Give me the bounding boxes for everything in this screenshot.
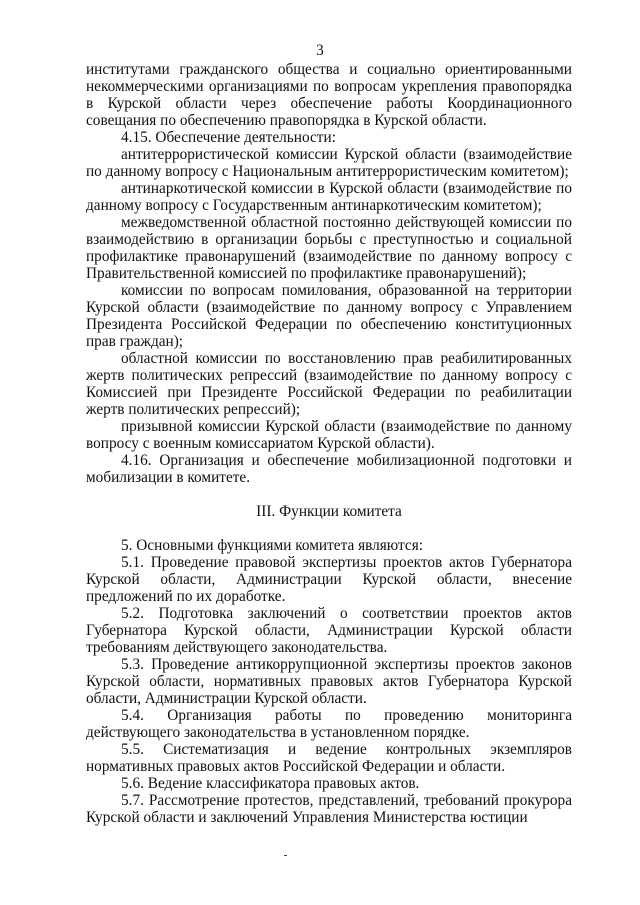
function-5-2: 5.2. Подготовка заключений о соответствии проектов актов Губернатора Курской области, Администрации Курской области требованиям действующего законодательства. [86, 605, 572, 656]
function-5-7: 5.7. Рассмотрение протестов, представлений, требований прокурора Курской области и заключений Управления Министерства юстиции [86, 792, 572, 826]
paragraph-rehabilitation-commission: областной комиссии по восстановлению прав реабилитированных жертв политических репрессий (взаимодействие по данному вопросу с Комиссией при Президенте Российской Федерации по реабилитации жертв политических репрессий); [86, 350, 572, 418]
function-5-1: 5.1. Проведение правовой экспертизы проектов актов Губернатора Курской области, Администрации Курской области, внесение предложений по их доработке. [86, 554, 572, 605]
paragraph-pardon-commission: комиссии по вопросам помилования, образованной на территории Курской области (взаимодействие по данному вопросу с Управлением Президента Российской Федерации по обеспечению конституционных прав граждан); [86, 282, 572, 350]
paragraph-4-15: 4.15. Обеспечение деятельности: [121, 129, 336, 146]
section-heading: III. Функции комитета [256, 503, 402, 520]
function-5-4: 5.4. Организация работы по проведению мониторинга действующего законодательства в установленном порядке. [86, 707, 572, 741]
function-intro: 5. Основными функциями комитета являются: [121, 537, 423, 554]
paragraph-4-16: 4.16. Организация и обеспечение мобилизационной подготовки и мобилизации в комитете. [86, 452, 572, 486]
document-body [86, 61, 572, 826]
paragraph-continuation: институтами гражданского общества и социально ориентированными некоммерческими организациями по вопросам укрепления правопорядка в Курской области через обеспечение работы Координационного совещания по обеспечению правопорядка в Курской области. [86, 61, 572, 129]
paragraph-conscription-commission: призывной комиссии Курской области (взаимодействие по данному вопросу с военным комиссариатом Курской области). [86, 418, 572, 452]
function-5-5: 5.5. Систематизация и ведение контрольных экземпляров нормативных правовых актов Российской Федерации и области. [86, 741, 572, 775]
scan-speck [284, 855, 287, 856]
paragraph-antiterror-commission: антитеррористической комиссии Курской области (взаимодействие по данному вопросу с Национальным антитеррористическим комитетом); [86, 146, 572, 180]
function-5-6: 5.6. Ведение классификатора правовых актов. [121, 775, 420, 792]
page-number: 3 [316, 42, 324, 59]
paragraph-antidrug-commission: антинаркотической комиссии в Курской области (взаимодействие по данному вопросу с Государственным антинаркотическим комитетом); [86, 180, 572, 214]
paragraph-crime-prevention-commission: межведомственной областной постоянно действующей комиссии по взаимодействию в организации борьбы с преступностью и социальной профилактике правонарушений (взаимодействие по данному вопросу с Правительственной комиссией по профилактике правонарушений); [86, 214, 572, 282]
function-5-3: 5.3. Проведение антикоррупционной экспертизы проектов законов Курской области, нормативных правовых актов Губернатора Курской области, Администрации Курской области. [86, 656, 572, 707]
